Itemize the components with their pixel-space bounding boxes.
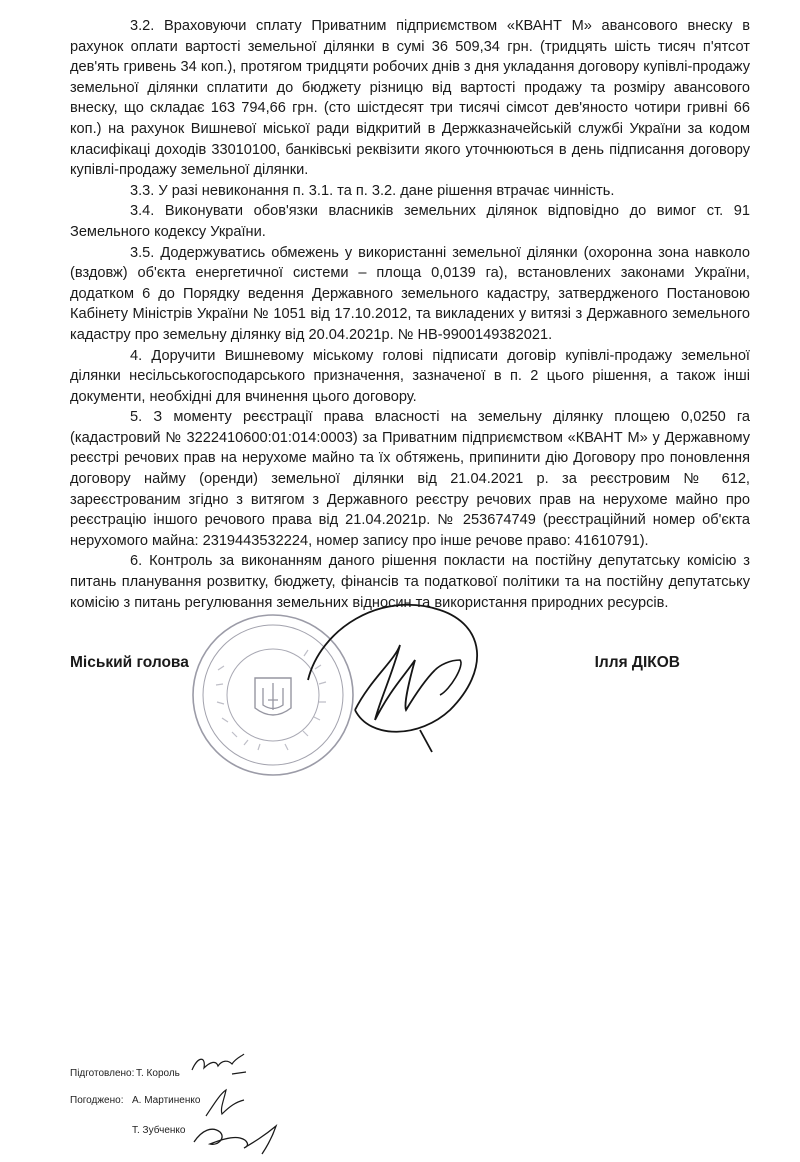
paragraph-3-3: 3.3. У разі невиконання п. 3.1. та п. 3.2. дане рішення втрачає чинність. bbox=[130, 182, 615, 199]
paragraph-3-2: 3.2. Враховуючи сплату Приватним підприємством «КВАНТ М» авансового внеску в рахунок оплати вартості земельної ділянки в сумі 36 509,34 грн. (тридцять шість тисяч п'ятсот дев'ять гривень 34 коп.), протягом тридцяти робочих днів з дня укладання договору купівлі-продажу земельної ділянки сплатити до бюджету різницю від вартості продажу та розміру авансового внеску, що складає 163 794,66 грн. (сто шістдесят три тисячі сімсот дев'яносто чотири гривні 66 коп.) на рахунок Вишневої міської ради відкритий в Держказначейській службі України за кодом класифікаці доходів 33010100, банківські реквізити якого уточнюються в день підписання договору купівлі-продажу земельної ділянки. bbox=[70, 18, 750, 179]
signer-name: Ілля ДІКОВ bbox=[594, 654, 680, 671]
agreed-signature-1-icon bbox=[200, 1086, 250, 1120]
signer-title: Міський голова bbox=[70, 654, 189, 671]
agreed-name-2: Т. Зубченко bbox=[132, 1125, 186, 1136]
agreed-name-1: А. Мартиненко bbox=[132, 1095, 201, 1106]
paragraph-6: 6. Контроль за виконанням даного рішення покласти на постійну депутатську комісію з питань планування розвитку, бюджету, фінансів та податкової політики та на постійну депутатську комісію з питань регулювання земельних відносин та використання природних ресурсів. bbox=[70, 553, 750, 611]
agreed-signature-2-icon bbox=[190, 1116, 290, 1156]
document-body bbox=[70, 16, 750, 613]
agreed-label: Погоджено: bbox=[70, 1095, 124, 1106]
prepared-name: Т. Король bbox=[136, 1068, 180, 1079]
signature-block bbox=[70, 654, 680, 678]
approval-footer bbox=[70, 1060, 470, 1160]
prepared-signature-icon bbox=[188, 1052, 248, 1082]
prepared-label: Підготовлено: bbox=[70, 1068, 135, 1079]
paragraph-3-4: 3.4. Виконувати обов'язки власників земельних ділянок відповідно до вимог ст. 91 Земельного кодексу України. bbox=[70, 203, 750, 240]
trident-emblem-icon bbox=[255, 678, 291, 715]
paragraph-3-5: 3.5. Додержуватись обмежень у використанні земельної ділянки (охоронна зона навколо (вздовж) об'єкта енергетичної системи – площа 0,0139 га), встановлених законами України, додатком 6 до Порядку ведення Державного земельного кадастру, затвердженого Постановою Кабінету Міністрів України № 1051 від 17.10.2012, та викладених у витязі з Державного земельного кадастру про земельну ділянку від 20.04.2021р. № НВ-9900149382021. bbox=[70, 244, 750, 343]
paragraph-4: 4. Доручити Вишневому міському голові підписати договір купівлі-продажу земельної ділянки несільськогосподарського призначення, зазначеної в п. 2 цього рішення, а також інші документи, необхідні для вчинення цього договору. bbox=[70, 347, 750, 405]
paragraph-5: 5. З моменту реєстрації права власності на земельну ділянку площею 0,0250 га (кадастровий № 3222410600:01:014:0003) за Приватним підприємством «КВАНТ М» у Державному реєстрі речових прав на нерухоме майно та їх обтяжень, припинити дію Договору про поновлення договору найму (оренди) земельної ділянки від 21.04.2021 р. за реєстровим № 612, зареєстрованим згідно з витягом з Державного реєстру речових прав на нерухоме майно про реєстрацію іншого речового права від 21.04.2021р. № 253674749 (реєстраційний номер об'єкта нерухомого майна: 2319443532224, номер запису про інше речове право: 41610791). bbox=[70, 409, 750, 549]
